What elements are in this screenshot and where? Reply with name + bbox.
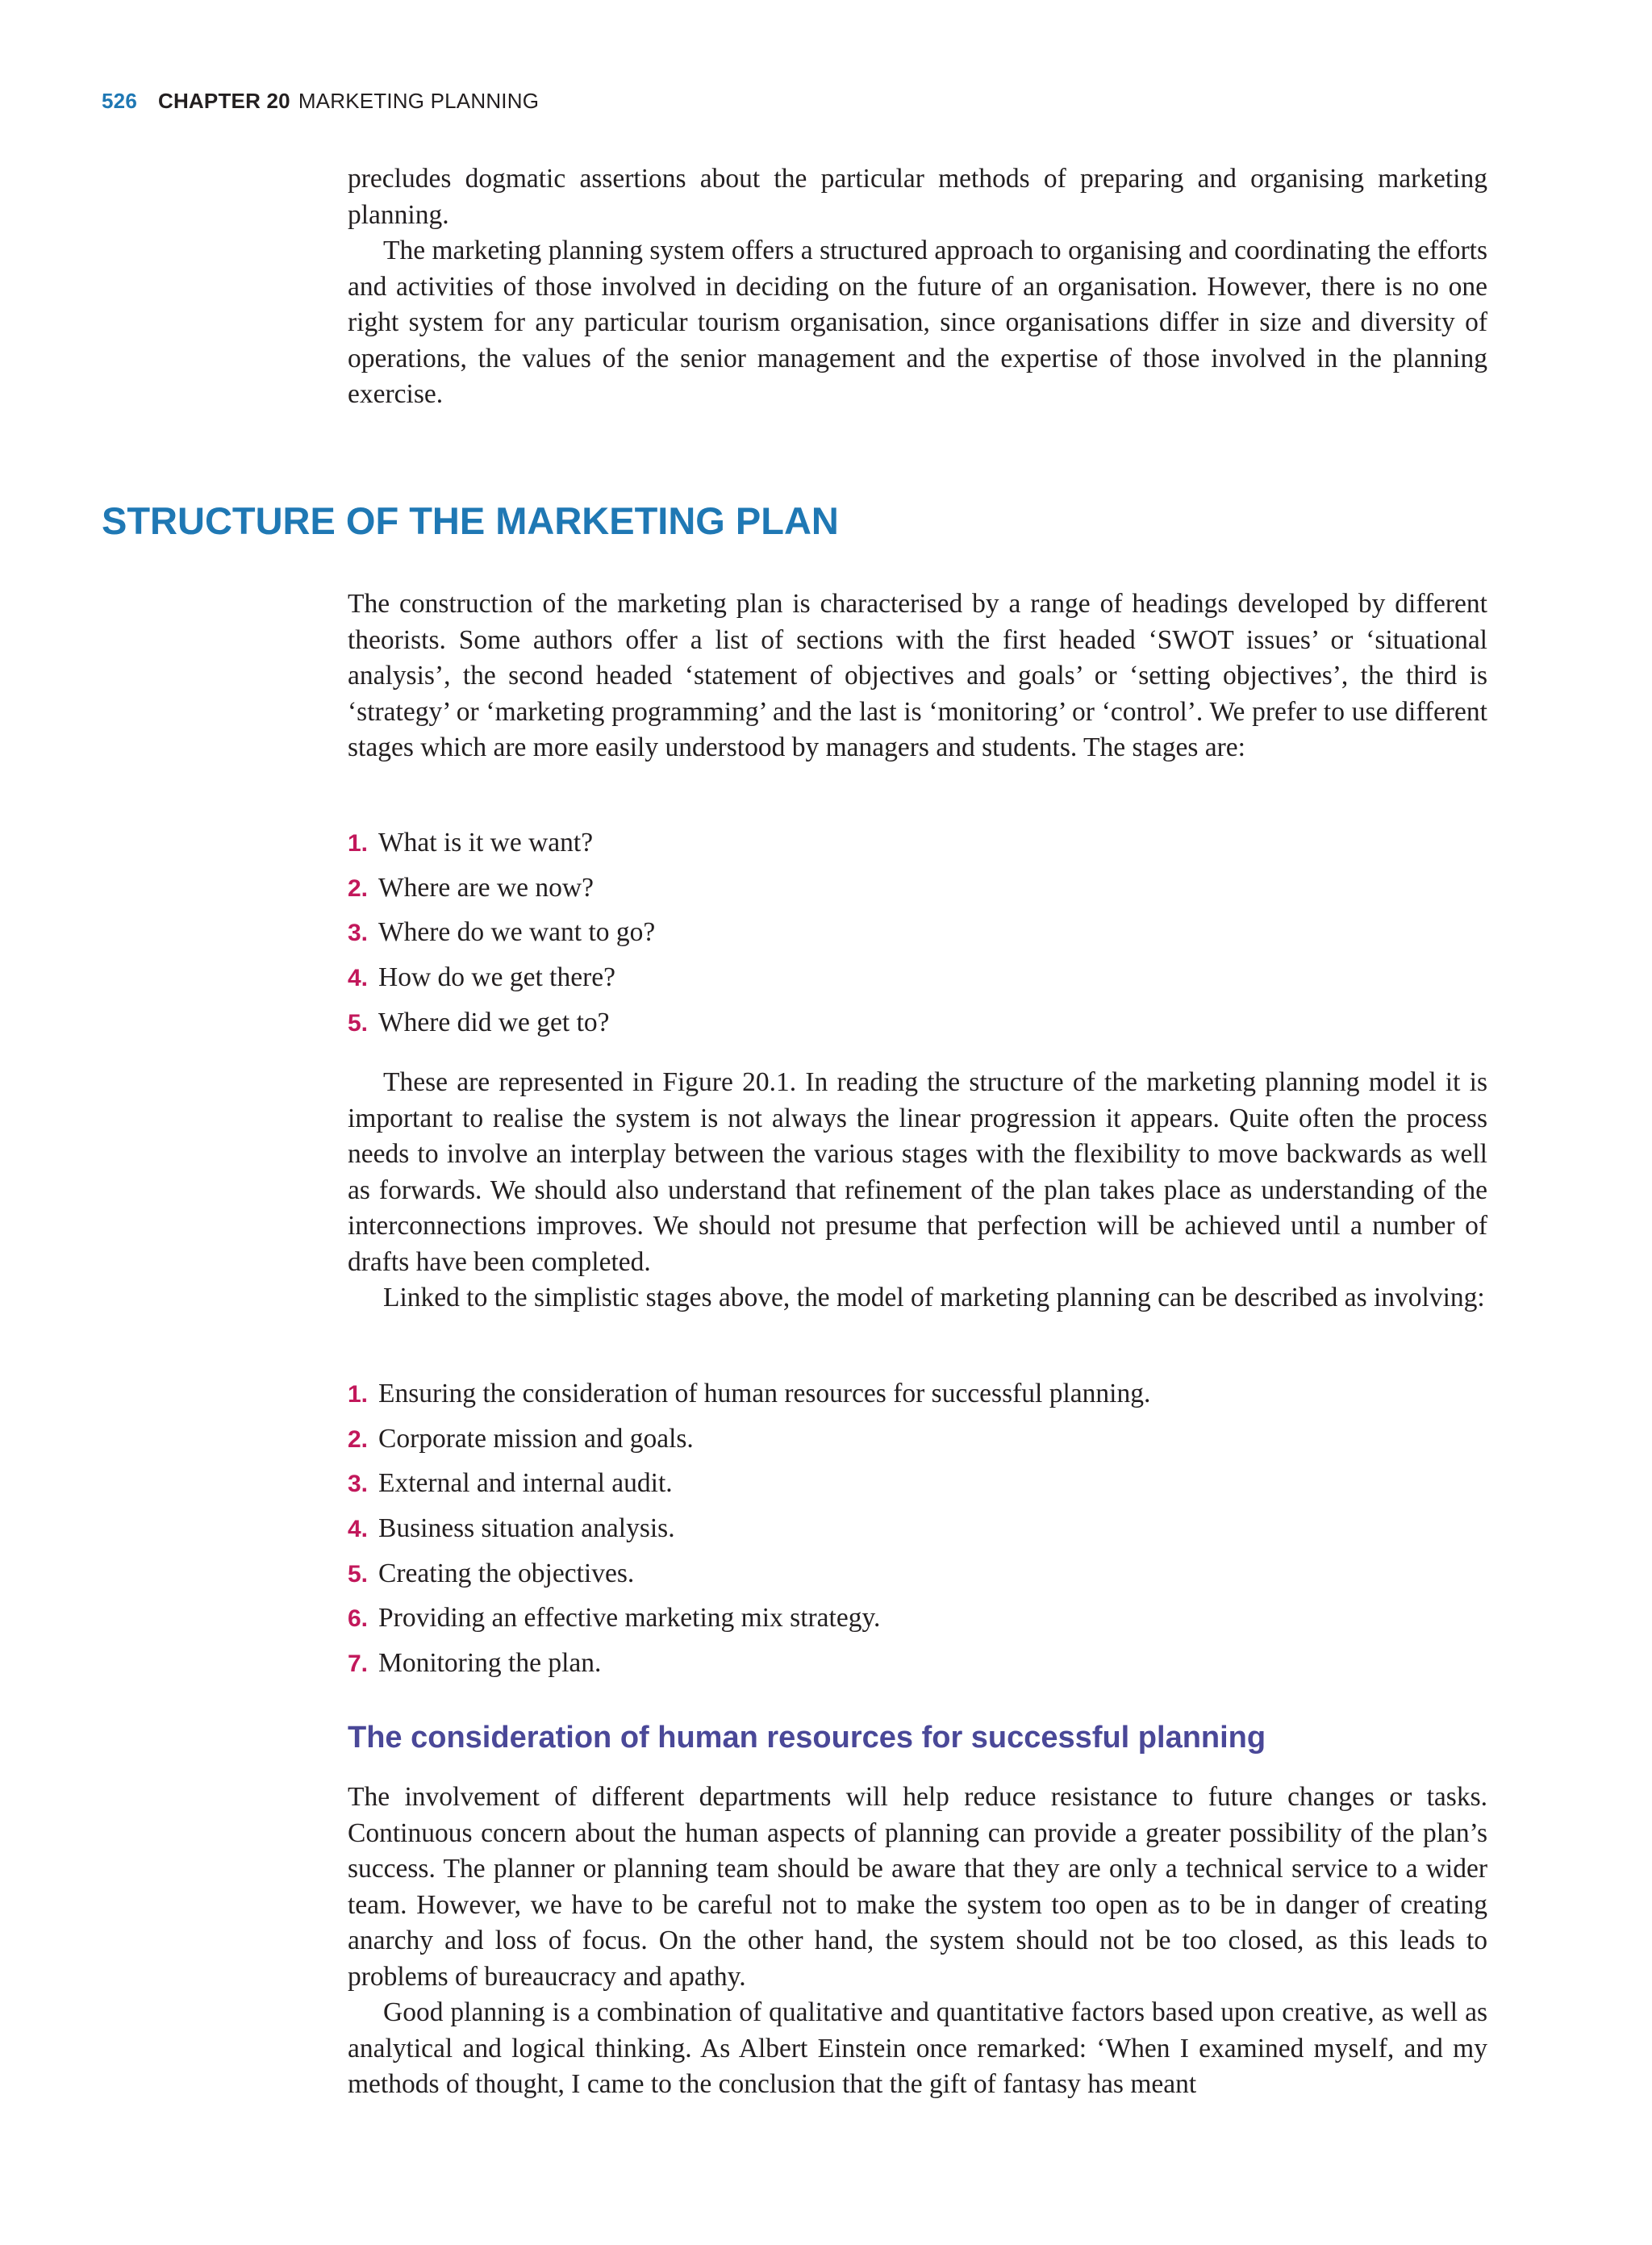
list-number: 2. xyxy=(348,1425,369,1453)
intro-paragraph-continued: precludes dogmatic assertions about the particular methods of preparing and organising marketing planning. xyxy=(348,164,1487,230)
list-text: What is it we want? xyxy=(378,828,594,858)
section-body xyxy=(348,1065,1487,1317)
subsection-paragraph-good-planning: Good planning is a combination of qualitative and quantitative factors based upon creative, as well as analytical and logical thinking. As Albert Einstein once remarked: ‘When I examined myself, and my methods of thought, I came to the conclusion that the gift of fantasy has meant xyxy=(348,1997,1487,2099)
list-item xyxy=(348,825,1487,870)
list-number: 1. xyxy=(348,830,369,857)
list-text: Monitoring the plan. xyxy=(378,1648,602,1679)
list-item xyxy=(348,915,1487,960)
model-list xyxy=(348,1376,1487,1691)
chapter-label: CHAPTER 20 xyxy=(157,89,290,113)
list-number: 3. xyxy=(348,920,369,947)
section-heading: STRUCTURE OF THE MARKETING PLAN xyxy=(102,499,839,542)
list-text: Providing an effective marketing mix strategy. xyxy=(378,1603,881,1634)
list-item xyxy=(348,960,1487,1005)
chapter-title: MARKETING PLANNING xyxy=(298,89,540,113)
list-item xyxy=(348,1376,1487,1421)
subsection-paragraph-involvement: The involvement of different departments will help reduce resistance to future changes or tasks. Continuous concern about the human aspects of planning can provide a greater possibility of the plan’s success. The planner or planning team should be aware that they are only a technical service to a wider team. However, we have to be careful not to make the system too open as to be in danger of creating anarchy and loss of focus. On the other hand, the system should not be too closed, as this leads to problems of bureaucracy and apathy. xyxy=(348,1782,1487,1992)
list-item xyxy=(348,1005,1487,1050)
intro-text xyxy=(348,161,1487,413)
list-text: Corporate mission and goals. xyxy=(378,1423,694,1454)
list-text: Business situation analysis. xyxy=(378,1513,675,1544)
list-item xyxy=(348,1421,1487,1467)
running-head xyxy=(102,89,539,114)
list-text: Ensuring the consideration of human resources for successful planning. xyxy=(378,1379,1151,1408)
list-number: 7. xyxy=(348,1650,369,1678)
list-number: 6. xyxy=(348,1605,369,1633)
list-number: 3. xyxy=(348,1471,369,1498)
list-text: How do we get there? xyxy=(378,962,615,993)
list-number: 4. xyxy=(348,965,369,992)
subsection-body xyxy=(348,1780,1487,2103)
list-item xyxy=(348,1511,1487,1556)
list-number: 4. xyxy=(348,1516,369,1543)
list-item xyxy=(348,1646,1487,1691)
list-text: Creating the objectives. xyxy=(378,1558,635,1588)
stages-list xyxy=(348,825,1487,1049)
list-item xyxy=(348,870,1487,916)
list-item xyxy=(348,1466,1487,1511)
list-text: Where did we get to? xyxy=(378,1007,610,1037)
list-text: Where do we want to go? xyxy=(378,917,656,948)
page-number: 526 xyxy=(102,89,137,113)
list-item xyxy=(348,1556,1487,1601)
section-paragraph-linked: Linked to the simplistic stages above, the model of marketing planning can be described as involving: xyxy=(383,1283,1485,1312)
section-paragraph-headings: The construction of the marketing plan is characterised by a range of headings developed by different theorists. Some authors offer a list of sections with the first headed ‘SWOT issues’ or ‘situational analysis’, the second headed ‘statement of objectives and goals’ or ‘setting objectives’, the third is ‘strategy’ or ‘marketing programming’ and the last is ‘monitoring’ or ‘control’. We prefer to use different stages which are more easily understood by managers and students. The stages are: xyxy=(348,589,1487,762)
list-text: Where are we now? xyxy=(378,872,594,903)
list-number: 5. xyxy=(348,1560,369,1588)
subsection-heading: The consideration of human resources for successful planning xyxy=(348,1721,1266,1755)
list-number: 1. xyxy=(348,1381,369,1408)
list-number: 2. xyxy=(348,874,369,902)
list-number: 5. xyxy=(348,1009,369,1037)
list-text: External and internal audit. xyxy=(378,1468,673,1499)
section-paragraph-figure: These are represented in Figure 20.1. In reading the structure of the marketing planning model it is important to realise the system is not always the linear progression it appears. Quite often the process needs to involve an interplay between the various stages with the flexibility to move backwards as well as forwards. We should also understand that refinement of the plan takes place as understanding of the interconnections improves. We should not presume that perfection will be achieved until a number of drafts have been completed. xyxy=(348,1067,1487,1277)
list-item xyxy=(348,1600,1487,1646)
intro-paragraph-system: The marketing planning system offers a structured approach to organising and coordinating the efforts and activities of those involved in deciding on the future of an organisation. However, there is no one right system for any particular tourism organisation, since organisations differ in size and diversity of operations, the values of the senior management and the expertise of those involved in the planning exercise. xyxy=(348,236,1487,409)
section-intro xyxy=(348,586,1487,766)
